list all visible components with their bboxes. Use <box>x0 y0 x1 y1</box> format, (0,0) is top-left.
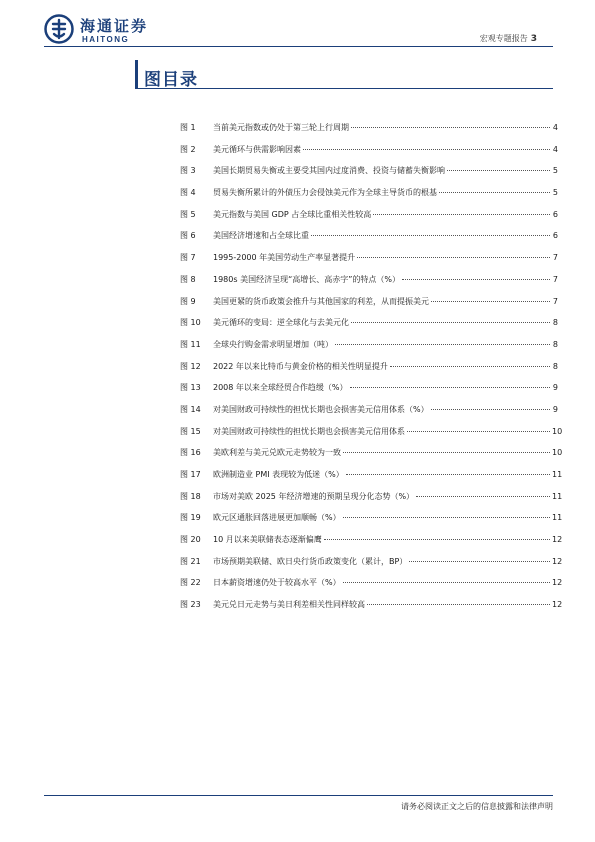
figure-title: 日本薪资增速仍处于较高水平（%） <box>213 578 341 588</box>
dot-leader <box>367 604 550 605</box>
figure-page-number: 8 <box>552 339 558 349</box>
dot-leader <box>346 474 550 475</box>
figure-title: 市场对美欧 2025 年经济增速的预期呈现分化态势（%） <box>213 491 415 501</box>
figure-number: 图 12 <box>180 361 201 371</box>
header-divider <box>44 46 553 47</box>
dot-leader <box>447 170 550 171</box>
toc-entry[interactable] <box>180 361 558 383</box>
dot-leader <box>439 192 550 193</box>
footer-divider <box>44 795 553 796</box>
figure-page-number: 4 <box>552 123 558 132</box>
toc-entry[interactable] <box>180 382 558 404</box>
figure-number: 图 13 <box>180 383 201 393</box>
figure-number: 图 11 <box>180 339 201 349</box>
figure-title: 1995-2000 年美国劳动生产率显著提升 <box>213 253 356 263</box>
toc-entry[interactable] <box>180 187 558 209</box>
figure-number: 图 23 <box>180 600 201 610</box>
figure-page-number: 12 <box>552 578 563 588</box>
toc-entry[interactable] <box>180 534 563 556</box>
figure-number: 图 3 <box>180 166 196 176</box>
figure-title: 美欧利差与美元兑欧元走势较为一致 <box>213 448 341 458</box>
figure-page-number: 10 <box>552 426 563 436</box>
toc-entry[interactable] <box>180 556 563 578</box>
dot-leader <box>324 539 550 540</box>
figure-page-number: 12 <box>552 600 563 610</box>
figure-title: 对美国财政可持续性的担忧长期也会损害美元信用体系（%） <box>213 404 429 414</box>
figure-number: 图 15 <box>180 426 201 436</box>
figure-title: 对美国财政可持续性的担忧长期也会损害美元信用体系 <box>213 426 405 436</box>
page-number: 3 <box>530 34 537 44</box>
toc-entry[interactable] <box>180 577 563 599</box>
figure-number: 图 16 <box>180 448 201 458</box>
figure-page-number: 5 <box>552 188 558 198</box>
figure-number: 图 19 <box>180 513 201 523</box>
toc-entry[interactable] <box>180 447 563 469</box>
dot-leader <box>390 366 550 367</box>
figure-page-number: 7 <box>552 296 558 306</box>
toc-entry[interactable] <box>180 296 558 318</box>
figure-title: 市场预期美联储、欧日央行货币政策变化（累计，BP） <box>213 556 408 566</box>
page-title: 图目录 <box>144 70 198 90</box>
figure-page-number: 8 <box>552 318 558 328</box>
figure-title: 美元循环与供需影响因素 <box>213 144 301 154</box>
figure-title: 10 月以来美联储表态逐渐偏鹰 <box>213 535 322 545</box>
figure-title: 贸易失衡所累计的外债压力会侵蚀美元作为全球主导货币的根基 <box>213 188 437 198</box>
dot-leader <box>335 344 550 345</box>
figure-page-number: 9 <box>552 404 558 414</box>
figure-title: 当前美元指数或仍处于第三轮上行周期 <box>213 123 349 132</box>
dot-leader <box>343 582 550 583</box>
figure-page-number: 7 <box>552 253 558 263</box>
figure-title: 美元循环的变局：逆全球化与去美元化 <box>213 318 349 328</box>
figure-number: 图 9 <box>180 296 196 306</box>
figure-number: 图 14 <box>180 404 201 414</box>
toc-entry[interactable] <box>180 209 558 231</box>
dot-leader <box>351 127 550 128</box>
dot-leader <box>303 149 550 150</box>
figure-number: 图 8 <box>180 274 196 284</box>
toc-entry[interactable] <box>180 426 563 448</box>
dot-leader <box>350 387 550 388</box>
dot-leader <box>343 452 550 453</box>
toc-entry[interactable] <box>180 274 558 296</box>
figure-number: 图 22 <box>180 578 201 588</box>
dot-leader <box>407 431 550 432</box>
figure-page-number: 6 <box>552 231 558 241</box>
figure-page-number: 4 <box>552 144 558 154</box>
figure-title: 2008 年以来全球经贸合作趋缓（%） <box>213 383 348 393</box>
logo-chinese-name: 海通证券 <box>80 17 149 35</box>
figure-page-number: 8 <box>552 361 558 371</box>
figure-title: 全球央行购金需求明显增加（吨） <box>213 339 333 349</box>
figure-number: 图 2 <box>180 144 196 154</box>
toc-entry[interactable] <box>180 599 563 621</box>
dot-leader <box>373 214 550 215</box>
figure-title: 欧元区通胀回落进展更加顺畅（%） <box>213 513 341 523</box>
figure-page-number: 11 <box>552 470 563 479</box>
toc-entry[interactable] <box>180 122 558 144</box>
dot-leader <box>351 322 550 323</box>
dot-leader <box>311 235 550 236</box>
figure-number: 图 10 <box>180 318 201 328</box>
toc-entry[interactable] <box>180 404 558 426</box>
toc-entry[interactable] <box>180 512 563 534</box>
figure-title: 美国更紧的货币政策会推升与其他国家的利差，从而提振美元 <box>213 296 429 306</box>
toc-entry[interactable] <box>180 339 558 361</box>
section-title-accent <box>135 60 138 88</box>
footer-disclaimer: 请务必阅读正文之后的信息披露和法律声明 <box>401 802 553 811</box>
figure-title: 美元兑日元走势与美日利差相关性同样较高 <box>213 600 365 610</box>
figure-number: 图 1 <box>180 123 196 132</box>
figure-page-number: 7 <box>552 274 558 284</box>
dot-leader <box>409 561 550 562</box>
toc-entry[interactable] <box>180 491 563 513</box>
toc-entry[interactable] <box>180 230 558 252</box>
figure-number: 图 21 <box>180 556 201 566</box>
dot-leader <box>343 517 550 518</box>
toc-entry[interactable] <box>180 317 558 339</box>
figure-page-number: 5 <box>552 166 558 176</box>
toc-entry[interactable] <box>180 469 563 491</box>
haitong-logo-icon <box>44 14 74 44</box>
toc-entry[interactable] <box>180 252 558 274</box>
figure-number: 图 5 <box>180 209 196 219</box>
figure-page-number: 11 <box>552 513 563 523</box>
figure-list <box>180 122 563 621</box>
header-doc-info <box>480 33 537 44</box>
toc-entry[interactable] <box>180 165 558 187</box>
figure-number: 图 7 <box>180 253 196 263</box>
doc-type: 宏观专题报告 <box>479 34 528 43</box>
figure-page-number: 6 <box>552 209 558 219</box>
figure-title: 1980s 美国经济呈现“高增长、高赤字”的特点（%） <box>213 274 400 284</box>
figure-page-number: 12 <box>552 535 563 545</box>
figure-page-number: 10 <box>552 448 563 458</box>
figure-number: 图 17 <box>180 470 201 479</box>
dot-leader <box>431 301 550 302</box>
figure-number: 图 6 <box>180 231 196 241</box>
figure-title: 2022 年以来比特币与黄金价格的相关性明显提升 <box>213 361 388 371</box>
figure-number: 图 4 <box>180 188 196 198</box>
figure-page-number: 12 <box>552 556 563 566</box>
company-logo <box>44 14 184 48</box>
figure-title: 美元指数与美国 GDP 占全球比重相关性较高 <box>213 209 372 219</box>
figure-number: 图 18 <box>180 491 201 501</box>
toc-entry[interactable] <box>180 144 558 166</box>
dot-leader <box>416 496 550 497</box>
figure-title: 美国长期贸易失衡或主要受其国内过度消费、投资与储蓄失衡影响 <box>213 166 445 176</box>
logo-english-name: HAITONG <box>82 35 130 44</box>
figure-number: 图 20 <box>180 535 201 545</box>
dot-leader <box>431 409 550 410</box>
dot-leader <box>357 257 550 258</box>
title-divider <box>135 88 553 89</box>
dot-leader <box>402 279 550 280</box>
figure-page-number: 9 <box>552 383 558 393</box>
figure-title: 欧洲制造业 PMI 表现较为低迷（%） <box>213 470 344 479</box>
figure-title: 美国经济增速和占全球比重 <box>213 231 309 241</box>
figure-page-number: 11 <box>552 491 563 501</box>
